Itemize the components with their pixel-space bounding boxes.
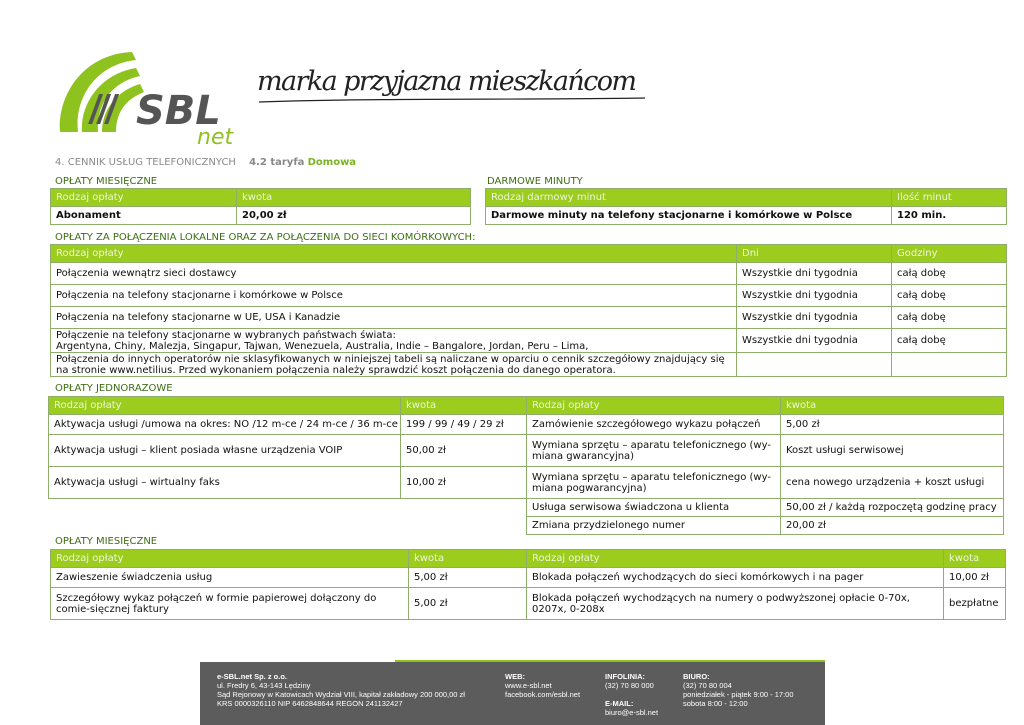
empty-cell xyxy=(401,517,527,535)
header-cell: kwota xyxy=(237,189,471,207)
table-cell: 5,00 zł xyxy=(781,415,1004,435)
footer-biuro-label: BIURO: xyxy=(683,672,710,681)
local-calls-title: OPŁATY ZA POŁĄCZENIA LOKALNE ORAZ ZA POŁĄCZENIA DO SIECI KOMÓRKOWYCH: xyxy=(55,232,476,243)
table-cell: Usługa serwisowa świadczona u klienta xyxy=(527,499,781,517)
table-cell xyxy=(51,329,737,353)
table-cell: całą dobę xyxy=(892,285,1007,307)
table-cell: Zamówienie szczegółowego wykazu połączeń xyxy=(527,415,781,435)
table-row xyxy=(49,517,1004,535)
monthly-fees-title: OPŁATY MIESIĘCZNE xyxy=(55,176,158,187)
table-cell: Połączenia wewnątrz sieci dostawcy xyxy=(51,263,737,285)
table-cell: 20,00 zł xyxy=(781,517,1004,535)
sbl-logo xyxy=(52,42,242,152)
table-row xyxy=(49,499,1004,517)
table-row xyxy=(486,207,1007,225)
footer-court: Sąd Rejonowy w Katowicach Wydział VIII, kapitał zakładowy 200 000,00 zł xyxy=(217,690,465,699)
footer-web-link[interactable]: www.e-sbl.net xyxy=(505,681,552,690)
table-cell: 10,00 zł xyxy=(944,568,1006,588)
header-cell: Rodzaj opłaty xyxy=(51,550,409,568)
table-row xyxy=(51,207,471,225)
table-cell: 10,00 zł xyxy=(401,467,527,499)
logo-swoosh-icon xyxy=(60,52,144,132)
note-cell: Połączenia do innych operatorów nie sklasyfikowanych w niniejszej tabeli są naliczane w oparciu o cennik szczegółowy znajdujący się na stronie www.netilius. Przed wykonaniem połączenia należy sprawdzić koszt połączenia do danego operatora. xyxy=(51,353,737,377)
footer-email-label: E-MAIL: xyxy=(605,699,634,708)
footer-company-block xyxy=(217,672,465,708)
monthly-fees-table xyxy=(50,188,471,225)
footer-infolinia-label: INFOLINIA: xyxy=(605,672,645,681)
local-calls-table xyxy=(50,244,1007,377)
breadcrumb-tariff-name: Domowa xyxy=(307,157,357,168)
table-cell: 5,00 zł xyxy=(409,588,527,620)
footer-hours-weekdays: poniedziałek - piątek 9:00 - 17:00 xyxy=(683,690,794,699)
table-row xyxy=(49,467,1004,499)
footer-facebook-link[interactable]: facebook.com/esbl.net xyxy=(505,690,581,699)
logo-sub-text: net xyxy=(197,125,234,150)
table-cell: całą dobę xyxy=(892,329,1007,353)
footer-address: ul. Fredry 6, 43-143 Lędziny xyxy=(217,681,311,690)
row-label: Połączenie na telefony stacjonarne w wybranych państwach świata: xyxy=(56,329,396,341)
footer-biuro-block xyxy=(683,672,794,708)
table-cell: Wszystkie dni tygodnia xyxy=(737,307,892,329)
table-cell: Zmiana przydzielonego numer xyxy=(527,517,781,535)
table-cell: 120 min. xyxy=(892,207,1007,225)
slogan xyxy=(255,58,650,108)
header-cell: kwota xyxy=(944,550,1006,568)
footer-infolinia-block xyxy=(605,672,658,717)
footer-email-link[interactable]: biuro@e-sbl.net xyxy=(605,708,659,717)
table-cell: Połączenia na telefony stacjonarne i komórkowe w Polsce xyxy=(51,285,737,307)
footer-ids: KRS 0000326110 NIP 6462848644 REGON 241132427 xyxy=(217,699,403,708)
table-cell: 199 / 99 / 49 / 29 zł xyxy=(401,415,527,435)
table-cell: całą dobę xyxy=(892,307,1007,329)
table-cell: Wszystkie dni tygodnia xyxy=(737,285,892,307)
empty-cell xyxy=(49,517,401,535)
header-cell: Rodzaj opłaty xyxy=(527,550,944,568)
table-cell: Darmowe minuty na telefony stacjonarne i komórkowe w Polsce xyxy=(486,207,892,225)
table-cell: Blokada połączeń wychodzących na numery o podwyższonej opłacie 0-70x, 0207x, 0-208x xyxy=(527,588,944,620)
one-time-fees-title: OPŁATY JEDNORAZOWE xyxy=(55,383,173,394)
table-row xyxy=(51,285,1007,307)
table-row xyxy=(51,307,1007,329)
footer-biuro-phone: (32) 70 80 004 xyxy=(683,681,732,690)
monthly-fees-2-table xyxy=(50,549,1006,620)
table-cell xyxy=(737,353,892,377)
header-cell: Godziny xyxy=(892,245,1007,263)
header-cell: Rodzaj opłaty xyxy=(51,245,737,263)
table-cell xyxy=(892,353,1007,377)
table-cell: bezpłatne xyxy=(944,588,1006,620)
empty-cell xyxy=(49,499,401,517)
table-cell: całą dobę xyxy=(892,263,1007,285)
one-time-fees-table xyxy=(48,396,1004,535)
header-cell: Ilość minut xyxy=(892,189,1007,207)
table-cell: Połączenia na telefony stacjonarne w UE, USA i Kanadzie xyxy=(51,307,737,329)
table-cell: Wszystkie dni tygodnia xyxy=(737,329,892,353)
table-cell: Blokada połączeń wychodzących do sieci komórkowych i na pager xyxy=(527,568,944,588)
table-cell: Abonament xyxy=(51,207,237,225)
free-minutes-table xyxy=(485,188,1007,225)
table-cell: cena nowego urządzenia + koszt usługi xyxy=(781,467,1004,499)
empty-cell xyxy=(401,499,527,517)
header-cell: Rodzaj darmowy minut xyxy=(486,189,892,207)
header-cell: Dni xyxy=(737,245,892,263)
header-cell: kwota xyxy=(409,550,527,568)
table-cell: Aktywacja usługi – klient posiada własne urządzenia VOIP xyxy=(49,435,401,467)
table-row xyxy=(51,588,1006,620)
table-cell: 50,00 zł xyxy=(401,435,527,467)
table-cell: 50,00 zł / każdą rozpoczętą godzinę pracy xyxy=(781,499,1004,517)
table-row xyxy=(51,568,1006,588)
table-cell: Aktywacja usługi /umowa na okres: NO /12 m-ce / 24 m-ce / 36 m-ce xyxy=(49,415,401,435)
monthly-fees-2-title: OPŁATY MIESIĘCZNE xyxy=(55,536,158,547)
table-row xyxy=(51,263,1007,285)
table-cell: Zawieszenie świadczenia usług xyxy=(51,568,409,588)
breadcrumb xyxy=(55,157,356,168)
table-cell: Wymiana sprzętu – aparatu telefonicznego (wy-miana gwarancyjna) xyxy=(527,435,781,467)
footer-infolinia: (32) 70 80 000 xyxy=(605,681,654,690)
free-minutes-title: DARMOWE MINUTY xyxy=(487,176,583,187)
table-row xyxy=(49,415,1004,435)
logo-brand-text: SBL xyxy=(136,88,221,134)
table-cell: Koszt usługi serwisowej xyxy=(781,435,1004,467)
table-cell: Szczegółowy wykaz połączeń w formie papierowej dołączony do comie-sięcznej faktury xyxy=(51,588,409,620)
table-row xyxy=(51,329,1007,353)
table-cell: 5,00 zł xyxy=(409,568,527,588)
header-cell: kwota xyxy=(781,397,1004,415)
header-cell: Rodzaj opłaty xyxy=(51,189,237,207)
footer-company: e-SBL.net Sp. z o.o. xyxy=(217,672,288,681)
countries-list: Argentyna, Chiny, Malezja, Singapur, Tajwan, Wenezuela, Australia, Indie – Bangalore, Jordan, Peru – Lima, xyxy=(56,340,589,352)
table-cell: 20,00 zł xyxy=(237,207,471,225)
breadcrumb-tariff: 4.2 taryfa xyxy=(249,157,305,168)
footer-web-block xyxy=(505,672,580,699)
header-cell: Rodzaj opłaty xyxy=(527,397,781,415)
table-row xyxy=(51,353,1007,377)
footer-web-label: WEB: xyxy=(505,672,525,681)
breadcrumb-section: 4. CENNIK USŁUG TELEFONICZNYCH xyxy=(55,157,236,168)
header-cell: Rodzaj opłaty xyxy=(49,397,401,415)
header-cell: kwota xyxy=(401,397,527,415)
footer-hours-saturday: sobota 8:00 - 12:00 xyxy=(683,699,748,708)
table-cell: Wszystkie dni tygodnia xyxy=(737,263,892,285)
table-row xyxy=(49,435,1004,467)
footer xyxy=(200,662,825,725)
table-cell: Aktywacja usługi – wirtualny faks xyxy=(49,467,401,499)
slogan-text: marka przyjazna mieszkańcom xyxy=(257,66,637,97)
table-cell: Wymiana sprzętu – aparatu telefonicznego (wy-miana pogwarancyjna) xyxy=(527,467,781,499)
